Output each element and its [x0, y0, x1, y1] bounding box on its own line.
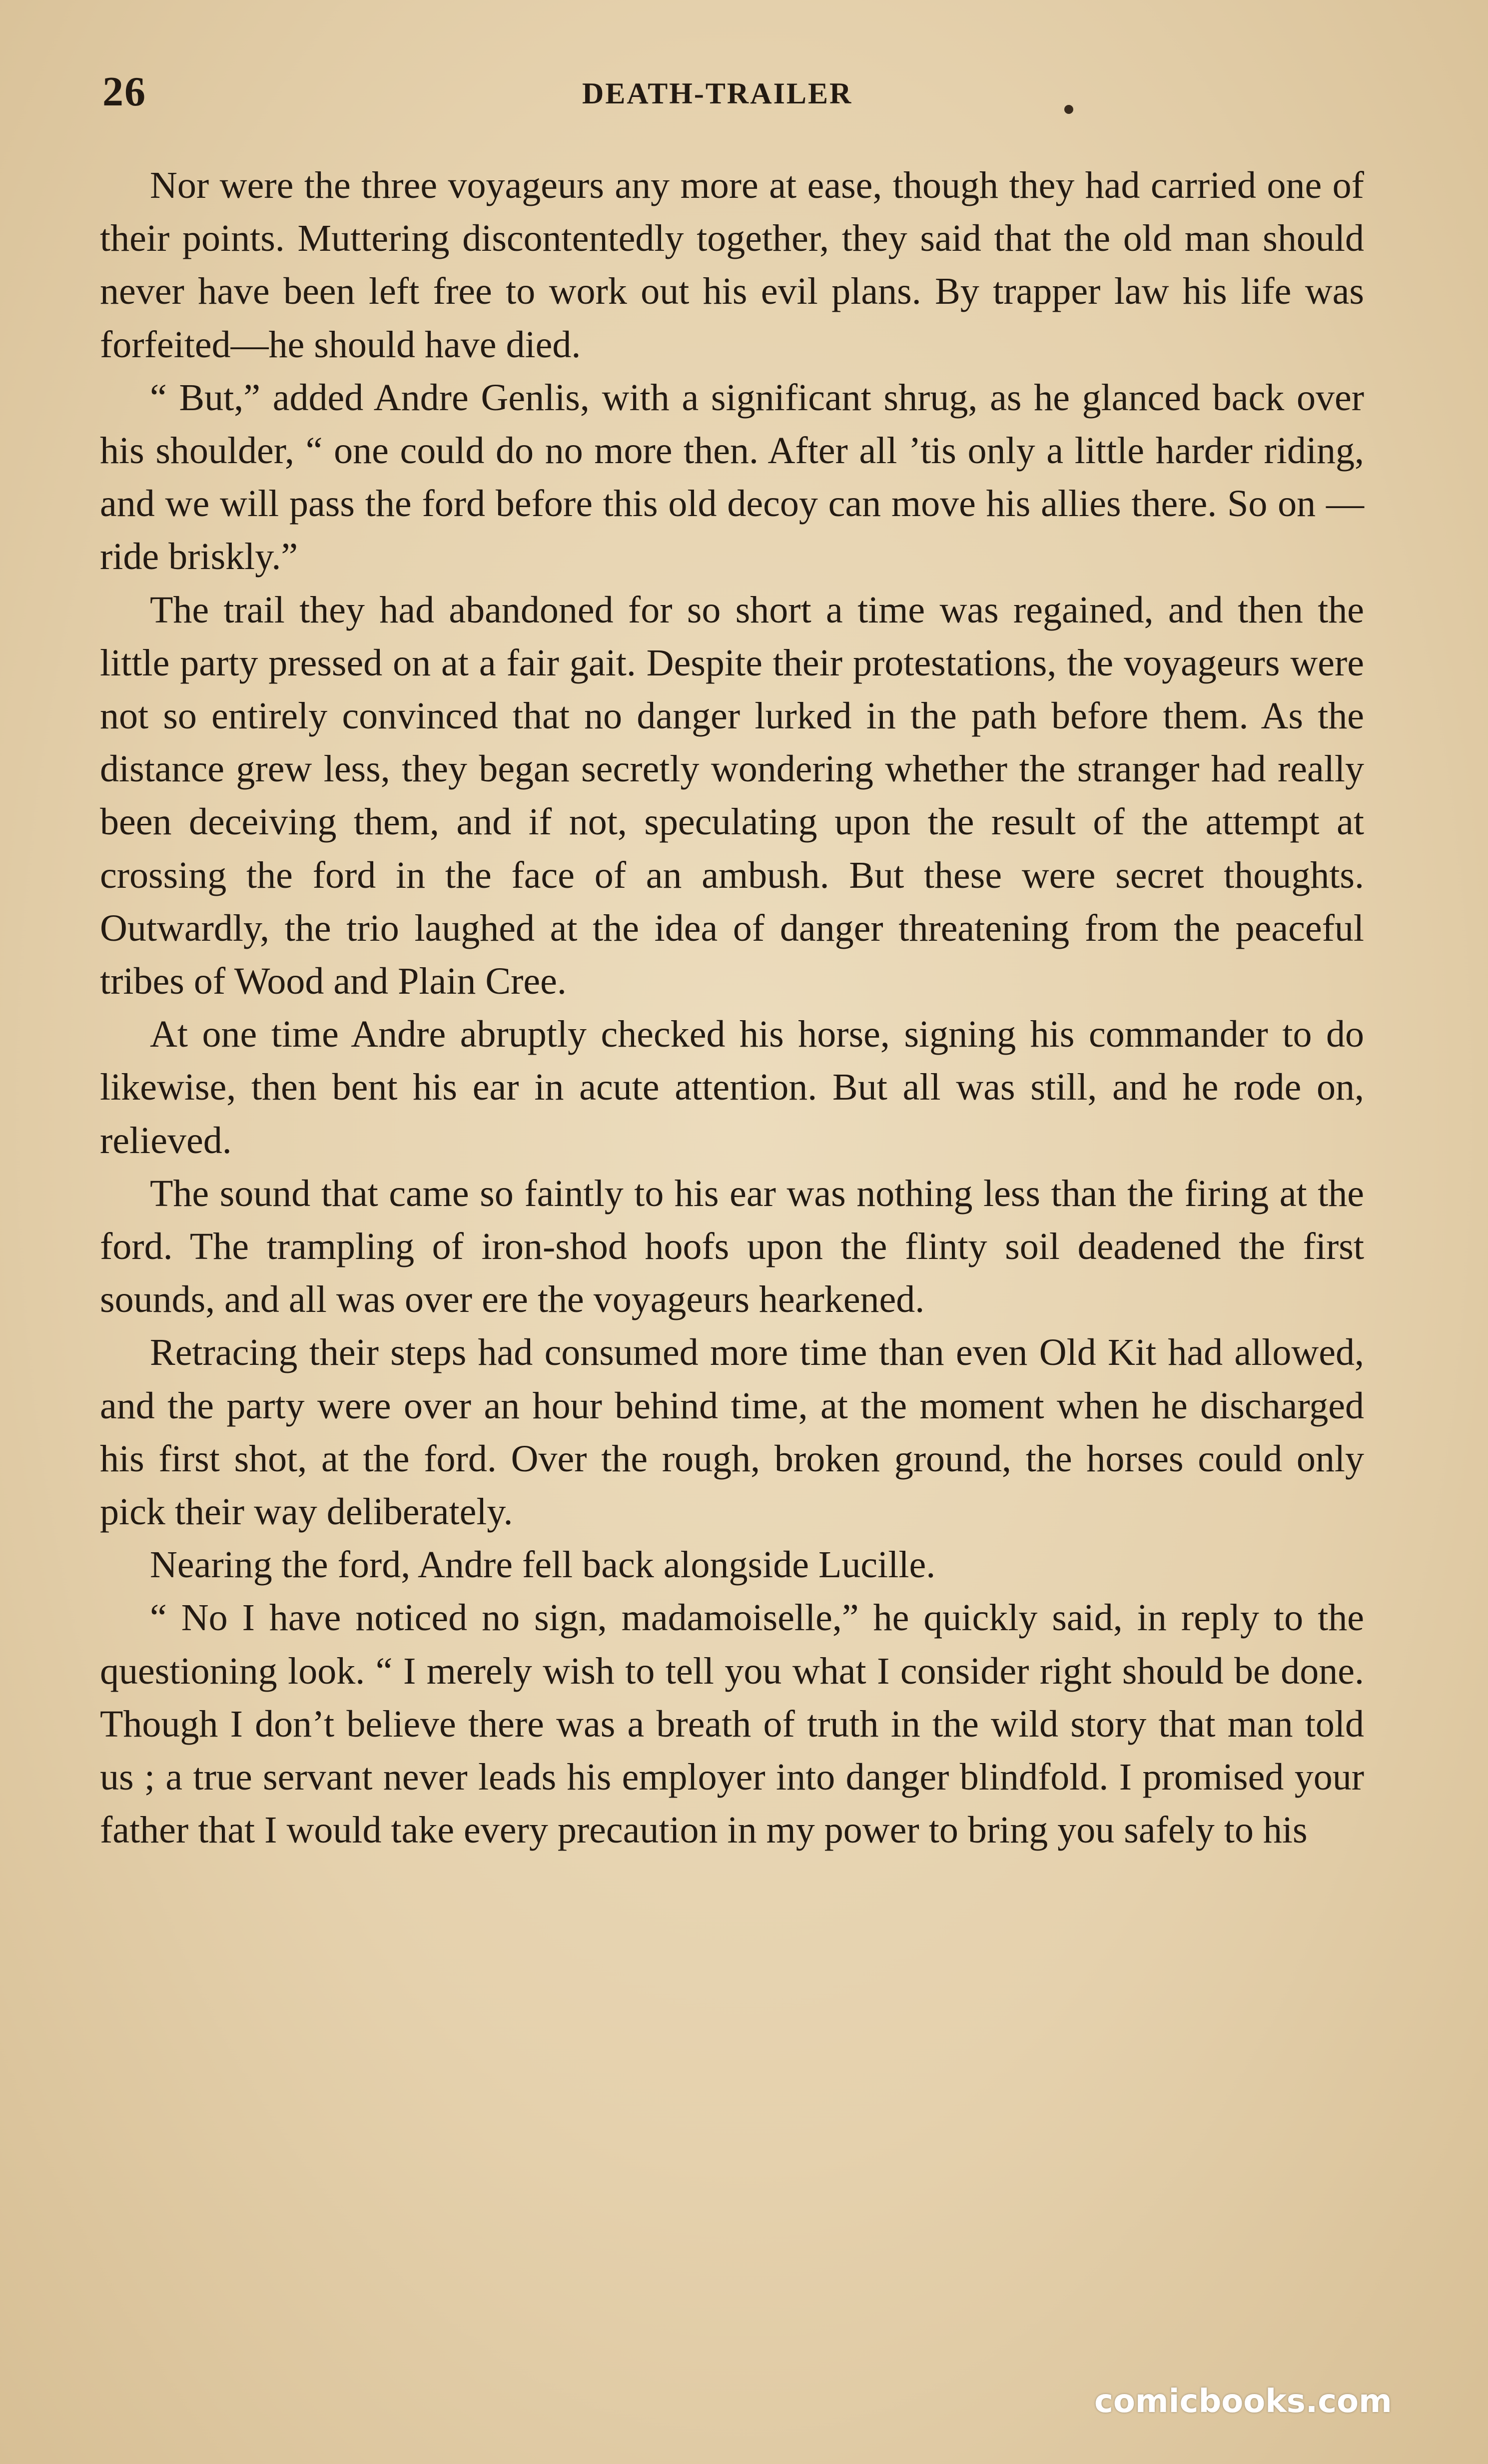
body-text — [100, 159, 1364, 1857]
paragraph: At one time Andre abruptly checked his horse, signing his commander to do likewise, then bent his ear in acute attention. But all was still, and he rode on, relieved. — [100, 1013, 1364, 1162]
paragraph: “ But,” added Andre Genlis, with a significant shrug, as he glanced back over his shoulder, “ one could do no more then. After all ’tis only a little harder riding, and we will pass the ford before this old decoy can move his allies there. So on —ride briskly.” — [100, 376, 1364, 578]
paragraph: Nearing the ford, Andre fell back alongside Lucille. — [150, 1544, 936, 1586]
running-title: DEATH-TRAILER — [582, 77, 853, 110]
page-number: 26 — [102, 68, 146, 115]
paragraph: Retracing their steps had consumed more time than even Old Kit had allowed, and the party were over an hour behind time, at the moment when he discharged his first shot, at the ford. Over the rough, broken ground, the horses could only pick their way deliberately. — [100, 1331, 1364, 1533]
paragraph: Nor were the three voyageurs any more at ease, though they had carried one of their points. Muttering discontentedly together, they said that the old man should never have been left free to work out his evil plans. By trapper law his life was forfeited—he should have died. — [100, 164, 1364, 366]
page-header — [102, 57, 1362, 122]
ink-dot — [1064, 105, 1073, 114]
watermark: comicbooks.com — [1094, 2383, 1392, 2420]
paragraph: “ No I have noticed no sign, madamoiselle,” he quickly said, in reply to the questioning look. “ I merely wish to tell you what I consider right should be done. Though I don’t believe there was a breath of truth in the wild story that man told us ; a true servant never leads his employer into danger blindfold. I promised your father that I would take every precaution in my power to bring you safely to his — [100, 1597, 1364, 1851]
paragraph: The trail they had abandoned for so short a time was regained, and then the little party pressed on at a fair gait. Despite their protestations, the voyageurs were not so entirely convinced that no danger lurked in the path before them. As the distance grew less, they began secretly wondering whether the stranger had really been deceiving them, and if not, speculating upon the result of the attempt at crossing the ford in the face of an ambush. But these were secret thoughts. Outwardly, the trio laughed at the idea of danger threatening from the peaceful tribes of Wood and Plain Cree. — [100, 589, 1364, 1003]
paragraph: The sound that came so faintly to his ear was nothing less than the firing at the ford. The trampling of iron-shod hoofs upon the flinty soil deadened the first sounds, and all was over ere the voyageurs hearkened. — [100, 1172, 1364, 1321]
